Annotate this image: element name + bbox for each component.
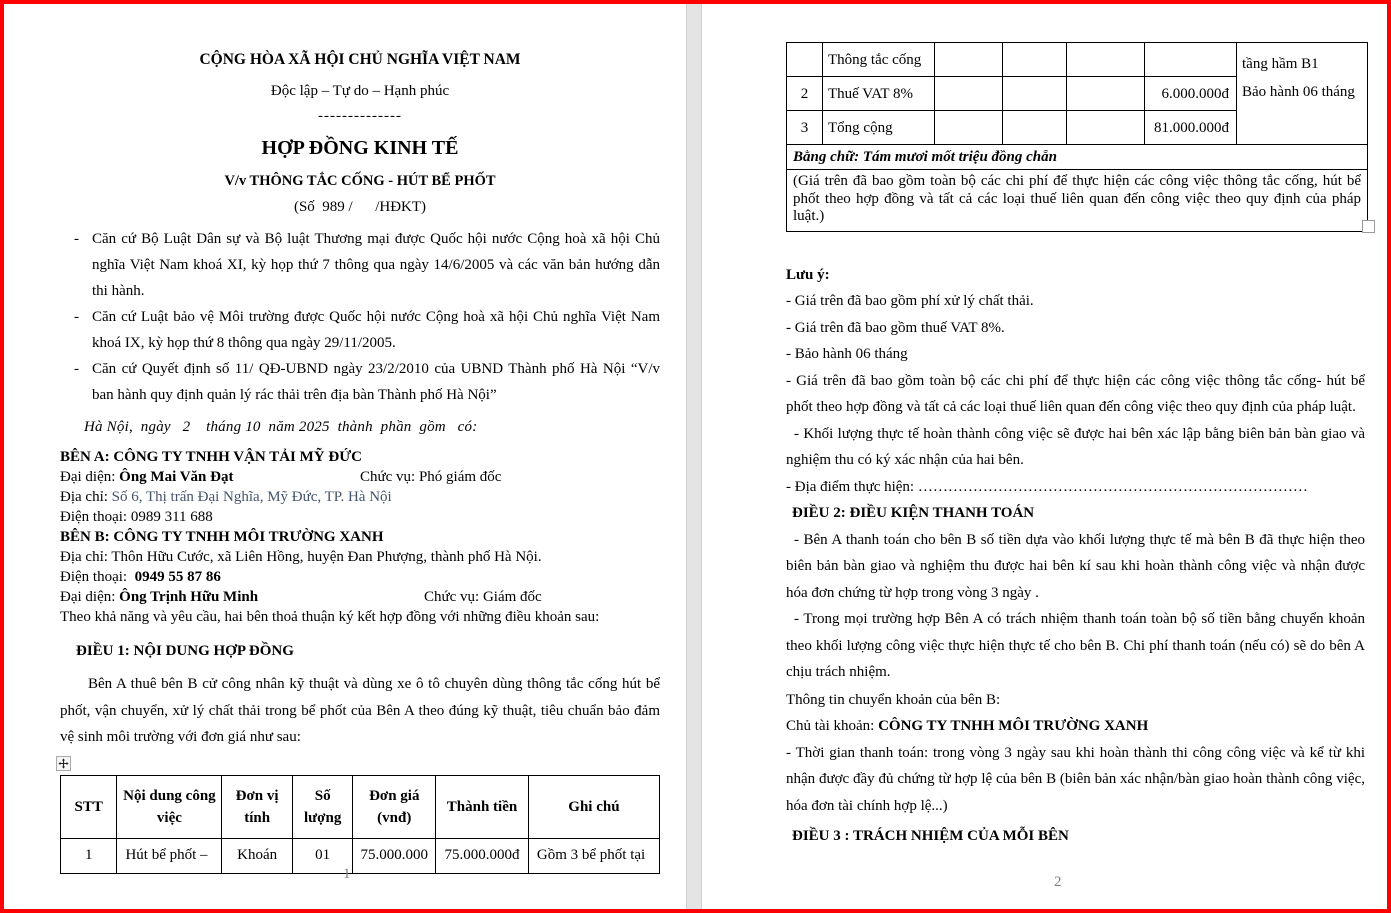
legal-basis-item: - Căn cứ Bộ Luật Dân sự và Bộ luật Thương mại được Quốc hội nước Cộng hoà xã hội Chủ nghĩa Việt Nam khoá XI, kỳ họp thứ 7 thông qua ngày 14/6/2005 và các văn bản hướng dẫn thi hành. — [60, 226, 660, 304]
price-note-row — [787, 170, 1368, 232]
note-item: - Bảo hành 06 tháng — [786, 346, 908, 362]
article-1-body: Bên A thuê bên B cử công nhân kỹ thuật và dùng xe ô tô chuyên dùng thông tắc cống hút bể phốt, vận chuyển, xử lý chất thải trong bể phốt của Bên A theo đúng kỹ thuật, tiêu chuẩn bảo đảm vệ sinh môi trường với đơn giá như sau: — [60, 676, 660, 745]
party-a-phone: 0989 311 688 — [130, 509, 213, 525]
ghi-chu-line: Bảo hành 06 tháng — [1242, 84, 1355, 100]
party-a-representative: Ông Mai Văn Đạt — [119, 469, 234, 485]
article-1-heading: ĐIỀU 1: NỘI DUNG HỢP ĐỒNG — [76, 643, 294, 659]
cell-noi-dung: Thuế VAT 8% — [823, 77, 935, 111]
agreement-line: Theo khả năng và yêu cầu, hai bên thoả thuận ký kết hợp đồng với những điều khoản sau: — [60, 609, 600, 625]
amount-in-words-row — [787, 145, 1368, 170]
col-header-ghi-chu: Ghi chú — [528, 775, 659, 838]
party-b-phone-line: Điện thoại: 0949 55 87 86 — [60, 569, 221, 585]
date-line: Hà Nội, ngày 2 tháng 10 năm 2025 thành phần gồm có: — [84, 419, 478, 435]
cell-don-vi — [935, 77, 1003, 111]
national-motto: Độc lập – Tự do – Hạnh phúc — [270, 83, 450, 99]
document-subtitle: V/v THÔNG TẮC CỐNG - HÚT BỂ PHỐT — [224, 173, 496, 189]
legal-basis-item: - Căn cứ Quyết định số 11/ QĐ-UBND ngày 23/2/2010 của UBND Thành phố Hà Nội “V/v ban hành quy định quản lý rác thải trên địa bàn Thành phố Hà Nội” — [60, 356, 660, 408]
party-a-phone-line: Điện thoại: 0989 311 688 — [60, 509, 213, 525]
cell-don-gia — [1067, 77, 1145, 111]
cell-noi-dung: Hút bể phốt – — [117, 838, 222, 873]
party-b-heading: BÊN B: CÔNG TY TNHH MÔI TRƯỜNG XANH — [60, 529, 384, 545]
price-table-continued — [786, 42, 1368, 232]
party-b-representative: Ông Trịnh Hữu Minh — [119, 589, 259, 605]
party-a-address-line: Địa chỉ: Số 6, Thị trấn Đại Nghĩa, Mỹ Đức, TP. Hà Nội — [60, 489, 392, 505]
cell-ghi-chu-merged — [1237, 43, 1368, 145]
party-b-address: Thôn Hữu Cước, xã Liên Hồng, huyện Đan Phượng, thành phố Hà Nội. — [111, 549, 542, 565]
contract-number: (Số 989 / /HĐKT) — [293, 199, 427, 215]
header-divider: -------------- — [318, 108, 402, 124]
cell-so-luong — [1003, 77, 1067, 111]
cell-thanh-tien: 6.000.000đ — [1145, 77, 1237, 111]
cell-so-luong: 01 — [292, 838, 353, 873]
page-number: 2 — [1054, 874, 1062, 890]
cell-don-gia: 75.000.000 — [353, 838, 436, 873]
note-item: - Giá trên đã bao gồm toàn bộ các chi phí để thực hiện các công việc thông tắc cống- hút bể phốt theo hợp đồng và tất cả các loại thuế liên quan đến công việc theo quy định của pháp luật. — [786, 372, 1365, 415]
amount-in-words: Bằng chữ: Tám mươi mốt triệu đồng chẵn — [787, 145, 1368, 170]
bullet-dash: - — [74, 361, 79, 377]
col-header-noi-dung: Nội dung công việc — [117, 775, 222, 838]
price-table-row — [61, 838, 660, 873]
cell-don-gia — [1067, 43, 1145, 77]
price-note: (Giá trên đã bao gồm toàn bộ các chi phí để thực hiện các công việc thông tắc cống, hút bể phốt theo hợp đồng và tất cả các loại thuế liên quan đến công việc theo quy định của pháp luật.) — [787, 170, 1368, 232]
page-gap — [686, 4, 702, 909]
cell-stt — [787, 43, 823, 77]
party-b-role: Chức vụ: Giám đốc — [424, 589, 542, 605]
legal-basis-item: - Căn cứ Luật bảo vệ Môi trường được Quốc hội nước Cộng hoà xã hội Chủ nghĩa Việt Nam khoá IX, kỳ họp thứ 8 thông qua ngày 29/11/2005. — [60, 304, 660, 356]
party-a-heading: BÊN A: CÔNG TY TNHH VẬN TẢI MỸ ĐỨC — [60, 449, 362, 465]
cell-so-luong — [1003, 111, 1067, 145]
cell-don-vi — [935, 43, 1003, 77]
price-table-header-row — [61, 775, 660, 838]
note-item: - Giá trên đã bao gồm thuế VAT 8%. — [786, 319, 1005, 336]
bullet-dash: - — [74, 309, 79, 325]
price-table-wrap — [60, 775, 660, 874]
transfer-info-line: Thông tin chuyển khoản của bên B: — [786, 691, 1001, 708]
party-a-representative-line: Đại diện: Ông Mai Văn Đạt Chức vụ: Phó giám đốc — [60, 469, 502, 485]
note-item: - Khối lượng thực tế hoàn thành công việc sẽ được hai bên xác lập bằng biên bản bàn giao và nghiệm thu có ký xác nhận của hai bên. — [786, 425, 1365, 468]
col-header-thanh-tien: Thành tiền — [436, 775, 529, 838]
table-resize-handle[interactable] — [1362, 220, 1375, 233]
ghi-chu-line: tầng hầm B1 — [1242, 56, 1319, 72]
article-2-paragraph: - Trong mọi trường hợp Bên A có trách nhiệm thanh toán toàn bộ số tiền bằng chuyển khoản theo khối lượng công việc thực hiện thực tế cho bên B. Chi phí thanh toán (nếu có) sẽ do bên A chịu trách nhiệm. — [786, 611, 1365, 680]
note-item: - Địa điểm thực hiện: …………………………………………………………………… — [786, 478, 1308, 495]
price-table — [60, 775, 660, 874]
page-1 — [4, 4, 686, 909]
col-header-stt: STT — [61, 775, 117, 838]
cell-stt: 3 — [787, 111, 823, 145]
account-holder-line: Chủ tài khoản: CÔNG TY TNHH MÔI TRƯỜNG XANH — [786, 718, 1149, 734]
bullet-dash: - — [74, 231, 79, 247]
article-2-paragraph: - Bên A thanh toán cho bên B số tiền dựa vào khối lượng thực tế mà bên B đã thực hiện theo biên bản bàn giao và nghiệm thu được hai bên kí sau khi hoàn thành công việc và nhận được hóa đơn chứng từ hợp trong vòng 3 ngày . — [786, 531, 1365, 601]
cell-thanh-tien: 75.000.000đ — [436, 838, 529, 873]
party-b-representative-line: Đại diện: Ông Trịnh Hữu Minh Chức vụ: Giám đốc — [60, 589, 542, 605]
cell-noi-dung: Thông tắc cống — [823, 43, 935, 77]
cell-noi-dung: Tổng cộng — [823, 111, 935, 145]
cell-don-gia — [1067, 111, 1145, 145]
price-table-row — [787, 43, 1368, 77]
cell-stt: 1 — [61, 838, 117, 873]
page-number: 1 — [343, 866, 351, 882]
legal-basis-list — [60, 226, 660, 408]
cell-ghi-chu: Gồm 3 bể phốt tại — [528, 838, 659, 873]
party-a-address: Số 6, Thị trấn Đại Nghĩa, Mỹ Đức, TP. Hà Nội — [111, 489, 392, 505]
account-holder-name: CÔNG TY TNHH MÔI TRƯỜNG XANH — [878, 718, 1149, 734]
cell-so-luong — [1003, 43, 1067, 77]
page-2-body — [786, 262, 1365, 850]
col-header-don-gia: Đơn giá (vnđ) — [353, 775, 436, 838]
page-2 — [702, 4, 1387, 909]
col-header-so-luong: Số lượng — [292, 775, 353, 838]
cell-thanh-tien — [1145, 43, 1237, 77]
notes-heading: Lưu ý: — [786, 266, 830, 283]
article-3-heading: ĐIỀU 3 : TRÁCH NHIỆM CỦA MỖI BÊN — [792, 828, 1069, 844]
cell-stt: 2 — [787, 77, 823, 111]
article-2-heading: ĐIỀU 2: ĐIỀU KIỆN THANH TOÁN — [792, 505, 1035, 521]
payment-time-paragraph: - Thời gian thanh toán: trong vòng 3 ngày sau khi hoàn thành thi công công việc và kể từ khi nhận được đầy đủ chứng từ hợp lệ của bên B (biên bản xác nhận/bàn giao hoàn thành công việc, hóa đơn tài chính hợp lệ...) — [786, 744, 1365, 814]
note-item: - Giá trên đã bao gồm phí xử lý chất thải. — [786, 293, 1034, 309]
party-b-address-line: Địa chỉ: Thôn Hữu Cước, xã Liên Hồng, huyện Đan Phượng, thành phố Hà Nội. — [60, 549, 542, 565]
document-title: HỢP ĐỒNG KINH TẾ — [261, 137, 459, 159]
cell-don-vi: Khoán — [222, 838, 293, 873]
table-move-handle-icon[interactable] — [56, 756, 71, 771]
cell-thanh-tien: 81.000.000đ — [1145, 111, 1237, 145]
cell-don-vi — [935, 111, 1003, 145]
col-header-don-vi: Đơn vị tính — [222, 775, 293, 838]
party-a-role: Chức vụ: Phó giám đốc — [360, 469, 502, 485]
party-b-phone: 0949 55 87 86 — [134, 569, 221, 585]
parties-block — [60, 447, 660, 627]
national-header: CỘNG HÒA XÃ HỘI CHỦ NGHĨA VIỆT NAM — [199, 51, 521, 68]
